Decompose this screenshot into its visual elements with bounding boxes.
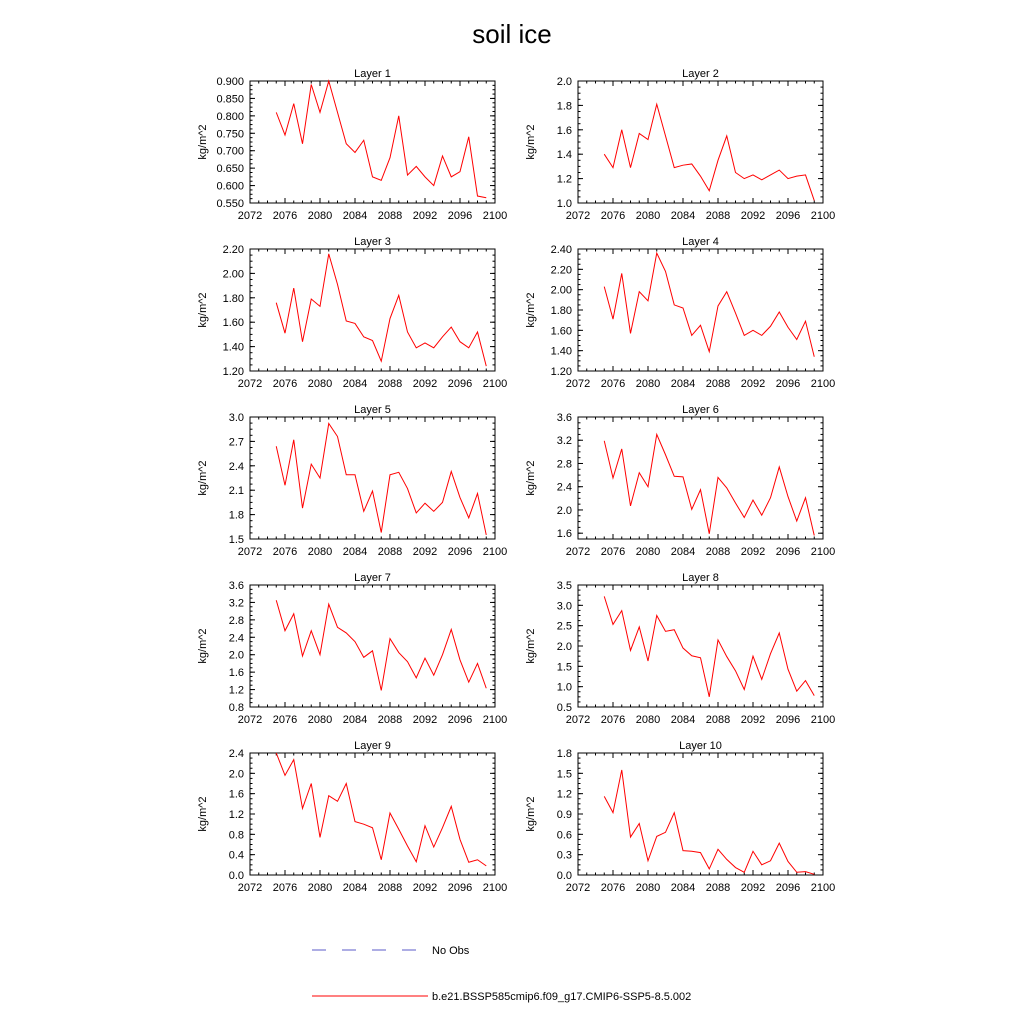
y-tick-label: 1.60 [550, 325, 572, 338]
x-tick-label: 2088 [705, 882, 731, 894]
x-tick-label: 2072 [237, 882, 263, 894]
y-tick-label: 2.00 [222, 268, 244, 281]
x-tick-label: 2088 [377, 882, 403, 894]
x-tick-label: 2072 [565, 546, 591, 558]
x-tick-label: 2096 [775, 714, 801, 726]
x-tick-label: 2088 [377, 378, 403, 390]
panel-2 [525, 68, 835, 222]
x-tick-label: 2096 [447, 210, 473, 222]
panel-title: Layer 2 [682, 68, 719, 80]
y-tick-label: 3.0 [228, 412, 244, 424]
y-axis-label: kg/m^2 [525, 628, 537, 664]
x-tick-label: 2072 [237, 714, 263, 726]
x-tick-label: 2084 [342, 546, 368, 558]
y-tick-label: 2.4 [228, 460, 244, 473]
x-tick-label: 2096 [775, 546, 801, 558]
x-tick-label: 2076 [272, 714, 298, 726]
legend [312, 945, 691, 1003]
x-tick-label: 2080 [635, 378, 661, 390]
series-line [276, 424, 486, 535]
panel-title: Layer 10 [679, 740, 722, 752]
y-tick-label: 2.7 [228, 436, 244, 449]
y-axis-label: kg/m^2 [525, 292, 537, 328]
y-tick-label: 1.40 [222, 341, 244, 354]
x-tick-label: 2100 [810, 210, 836, 222]
y-tick-label: 0.3 [556, 849, 572, 862]
x-tick-label: 2100 [482, 714, 508, 726]
y-tick-label: 2.40 [550, 244, 572, 256]
x-tick-label: 2076 [600, 546, 626, 558]
y-tick-label: 1.80 [550, 305, 572, 317]
panel-4 [525, 236, 835, 390]
y-axis-label: kg/m^2 [197, 292, 209, 328]
y-tick-label: 1.6 [556, 124, 572, 137]
y-tick-label: 3.5 [556, 580, 572, 592]
x-tick-label: 2100 [482, 378, 508, 390]
panel-8 [525, 572, 835, 726]
y-tick-label: 1.6 [228, 788, 244, 801]
y-tick-label: 0.0 [228, 870, 244, 882]
x-tick-label: 2076 [272, 210, 298, 222]
x-tick-label: 2100 [810, 378, 836, 390]
series-line [604, 596, 814, 696]
x-tick-label: 2100 [810, 882, 836, 894]
y-tick-label: 0.750 [216, 128, 244, 141]
y-tick-label: 2.0 [556, 641, 572, 653]
x-tick-label: 2072 [237, 546, 263, 558]
x-tick-label: 2088 [705, 378, 731, 390]
y-tick-label: 2.4 [556, 481, 572, 494]
panel-title: Layer 3 [354, 236, 391, 248]
x-tick-label: 2084 [342, 882, 368, 894]
y-axis-label: kg/m^2 [197, 796, 209, 832]
x-tick-label: 2072 [565, 714, 591, 726]
y-tick-label: 1.60 [222, 317, 244, 330]
panel-title: Layer 9 [354, 740, 391, 752]
x-tick-label: 2080 [307, 210, 333, 222]
y-tick-label: 1.6 [228, 667, 244, 680]
x-tick-label: 2100 [810, 714, 836, 726]
x-tick-label: 2072 [565, 882, 591, 894]
x-tick-label: 2084 [670, 378, 696, 390]
x-tick-label: 2076 [600, 714, 626, 726]
y-tick-label: 3.6 [556, 412, 572, 424]
x-tick-label: 2088 [377, 546, 403, 558]
y-axis-label: kg/m^2 [197, 124, 209, 160]
y-tick-label: 1.5 [556, 768, 572, 781]
plot-frame [578, 585, 823, 707]
x-tick-label: 2072 [237, 378, 263, 390]
x-tick-label: 2072 [565, 210, 591, 222]
x-tick-label: 2080 [635, 546, 661, 558]
y-tick-label: 2.00 [550, 284, 572, 297]
y-tick-label: 1.2 [228, 809, 244, 821]
panel-title: Layer 4 [682, 236, 719, 248]
y-tick-label: 2.0 [228, 768, 244, 781]
panel-10 [525, 740, 835, 894]
y-tick-label: 2.8 [556, 458, 572, 471]
y-tick-label: 2.4 [228, 748, 244, 760]
y-tick-label: 0.9 [556, 809, 572, 821]
x-tick-label: 2076 [272, 546, 298, 558]
plot-frame [250, 81, 495, 203]
y-tick-label: 2.8 [228, 614, 244, 627]
x-tick-label: 2100 [810, 546, 836, 558]
series-line [604, 434, 814, 535]
x-tick-label: 2092 [412, 378, 438, 390]
plot-frame [250, 585, 495, 707]
y-tick-label: 2.20 [222, 244, 244, 256]
y-tick-label: 2.0 [228, 649, 244, 662]
y-tick-label: 1.5 [556, 661, 572, 674]
x-tick-label: 2084 [342, 714, 368, 726]
x-tick-label: 2100 [482, 546, 508, 558]
x-tick-label: 2088 [705, 714, 731, 726]
x-tick-label: 2096 [447, 714, 473, 726]
panel-3 [197, 236, 507, 390]
x-tick-label: 2076 [600, 378, 626, 390]
plot-frame [250, 249, 495, 371]
series-line [604, 104, 814, 200]
x-tick-label: 2080 [307, 378, 333, 390]
x-tick-label: 2096 [447, 546, 473, 558]
y-tick-label: 0.600 [216, 180, 244, 193]
y-tick-label: 1.2 [228, 684, 244, 697]
x-tick-label: 2080 [635, 714, 661, 726]
x-tick-label: 2092 [740, 546, 766, 558]
y-tick-label: 0.8 [228, 702, 244, 714]
y-axis-label: kg/m^2 [197, 460, 209, 496]
y-tick-label: 1.5 [228, 534, 244, 546]
x-tick-label: 2088 [377, 210, 403, 222]
x-tick-label: 2076 [272, 378, 298, 390]
x-tick-label: 2080 [635, 210, 661, 222]
panel-title: Layer 7 [354, 572, 391, 584]
x-tick-label: 2084 [342, 210, 368, 222]
x-tick-label: 2096 [775, 378, 801, 390]
series-line [276, 600, 486, 690]
y-tick-label: 0.850 [216, 93, 244, 106]
y-tick-label: 2.0 [556, 76, 572, 88]
y-tick-label: 0.8 [228, 829, 244, 842]
y-tick-label: 1.0 [556, 681, 572, 694]
series-line [276, 254, 486, 366]
plot-frame [578, 81, 823, 203]
panel-1 [197, 68, 507, 222]
y-tick-label: 3.6 [228, 580, 244, 592]
x-tick-label: 2080 [635, 882, 661, 894]
x-tick-label: 2076 [600, 210, 626, 222]
y-tick-label: 3.2 [228, 597, 244, 610]
panel-title: Layer 8 [682, 572, 719, 584]
x-tick-label: 2080 [307, 882, 333, 894]
y-tick-label: 0.650 [216, 163, 244, 176]
x-tick-label: 2084 [670, 714, 696, 726]
x-tick-label: 2096 [775, 882, 801, 894]
x-tick-label: 2084 [342, 378, 368, 390]
y-tick-label: 0.700 [216, 145, 244, 158]
y-tick-label: 0.800 [216, 110, 244, 123]
y-tick-label: 2.0 [556, 504, 572, 517]
y-tick-label: 3.2 [556, 435, 572, 448]
series-line [276, 81, 486, 198]
y-axis-label: kg/m^2 [525, 124, 537, 160]
y-tick-label: 2.5 [556, 620, 572, 633]
x-tick-label: 2072 [237, 210, 263, 222]
panel-6 [525, 404, 835, 558]
y-tick-label: 1.8 [228, 509, 244, 522]
y-tick-label: 1.6 [556, 528, 572, 541]
x-tick-label: 2092 [412, 546, 438, 558]
x-tick-label: 2084 [670, 882, 696, 894]
x-tick-label: 2088 [705, 210, 731, 222]
y-tick-label: 3.0 [556, 600, 572, 613]
x-tick-label: 2100 [482, 882, 508, 894]
x-tick-label: 2092 [412, 882, 438, 894]
y-tick-label: 1.0 [556, 198, 572, 210]
y-tick-label: 0.6 [556, 829, 572, 842]
panel-9 [197, 740, 507, 894]
x-tick-label: 2092 [740, 882, 766, 894]
x-tick-label: 2072 [565, 378, 591, 390]
y-tick-label: 1.20 [550, 366, 572, 378]
y-tick-label: 2.20 [550, 264, 572, 277]
y-tick-label: 0.4 [228, 849, 244, 862]
series-line [276, 753, 486, 866]
y-axis-label: kg/m^2 [197, 628, 209, 664]
figure-title: soil ice [472, 19, 552, 49]
y-tick-label: 0.0 [556, 870, 572, 882]
y-tick-label: 0.5 [556, 702, 572, 714]
x-tick-label: 2076 [600, 882, 626, 894]
y-tick-label: 1.2 [556, 173, 572, 186]
y-tick-label: 1.2 [556, 788, 572, 801]
panel-title: Layer 5 [354, 404, 391, 416]
y-tick-label: 2.1 [228, 485, 244, 498]
x-tick-label: 2096 [775, 210, 801, 222]
x-tick-label: 2100 [482, 210, 508, 222]
series-line [604, 253, 814, 357]
panel-title: Layer 1 [354, 68, 391, 80]
y-axis-label: kg/m^2 [525, 460, 537, 496]
x-tick-label: 2084 [670, 210, 696, 222]
y-tick-label: 1.20 [222, 366, 244, 378]
x-tick-label: 2096 [447, 378, 473, 390]
x-tick-label: 2092 [740, 210, 766, 222]
legend-model-label: b.e21.BSSP585cmip6.f09_g17.CMIP6-SSP5-8.5.002 [432, 991, 692, 1003]
legend-obs-label: No Obs [432, 945, 470, 957]
x-tick-label: 2092 [740, 378, 766, 390]
panels [197, 68, 835, 894]
x-tick-label: 2088 [705, 546, 731, 558]
panel-title: Layer 6 [682, 404, 719, 416]
x-tick-label: 2080 [307, 714, 333, 726]
x-tick-label: 2084 [670, 546, 696, 558]
y-tick-label: 1.4 [556, 149, 572, 162]
plot-frame [578, 417, 823, 539]
y-axis-label: kg/m^2 [525, 796, 537, 832]
y-tick-label: 1.8 [556, 748, 572, 760]
y-tick-label: 1.80 [222, 292, 244, 305]
x-tick-label: 2076 [272, 882, 298, 894]
x-tick-label: 2092 [740, 714, 766, 726]
y-tick-label: 1.40 [550, 345, 572, 358]
x-tick-label: 2092 [412, 210, 438, 222]
y-tick-label: 2.4 [228, 632, 244, 645]
y-tick-label: 1.8 [556, 100, 572, 113]
x-tick-label: 2096 [447, 882, 473, 894]
x-tick-label: 2080 [307, 546, 333, 558]
x-tick-label: 2088 [377, 714, 403, 726]
x-tick-label: 2092 [412, 714, 438, 726]
y-tick-label: 0.550 [216, 198, 244, 210]
panel-7 [197, 572, 507, 726]
panel-5 [197, 404, 507, 558]
y-tick-label: 0.900 [216, 76, 244, 88]
series-line [604, 770, 814, 874]
